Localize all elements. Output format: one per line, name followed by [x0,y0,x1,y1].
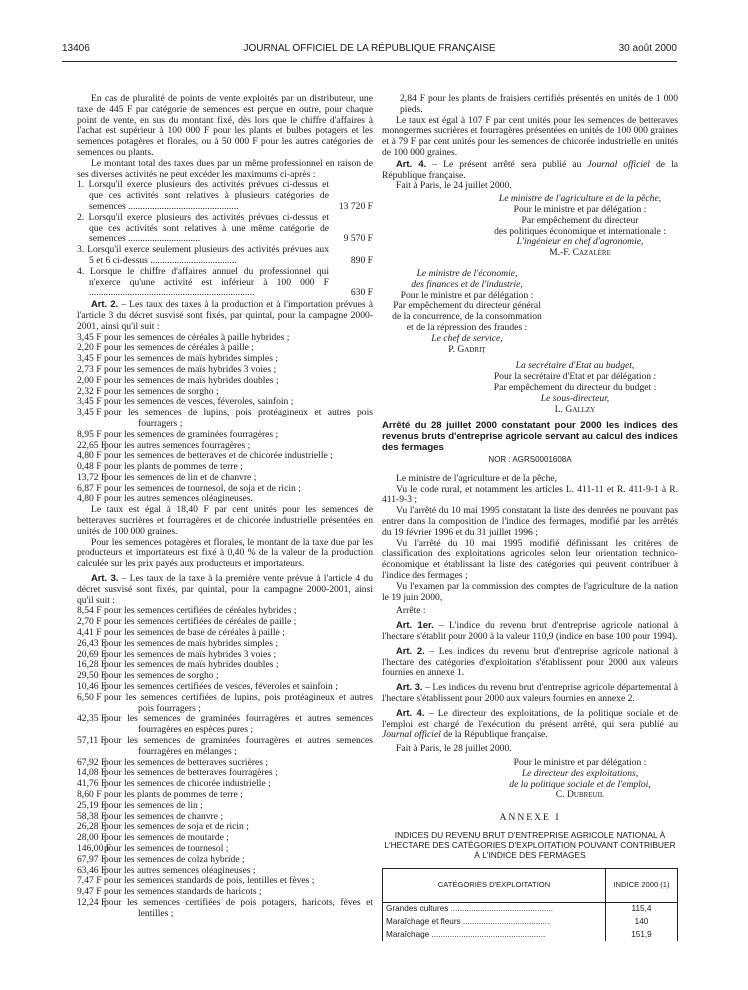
table-row [383,903,678,916]
rate-value: 4,80 F [77,450,102,462]
rate-description: pour les semences de céréales à paille ; [104,342,254,354]
rate-value: 8,60 F [77,789,102,800]
rate-value: 6,87 F [77,482,102,494]
rate-description: pour les semences certifiées de céréales hybrides ; [104,605,297,617]
signatory-role: Le ministre de l'économie, [416,267,518,279]
rate-description: pour les semences de sorgho ; [104,670,219,682]
article-text: – Le présent arrêté sera publié au [426,158,588,170]
maximum-text: 1. Lorsqu'il exerce plusieurs des activités prévues ci-dessus et que ces activités sont relatives à plusieurs catégories de semences .............................................. [77,179,329,212]
rate-value: 13,72 F [77,471,107,483]
signatory-name: L. Gallzy [554,403,596,415]
signatory-role: Le directeur des exploitations, [521,767,639,779]
delegation-line: Pour le ministre et par délégation : [513,757,647,769]
article-label: Art. 3. [91,572,119,584]
paragraph: Le taux est égal à 107 F par cent unités pour les semences de betteraves monogermes sucrières et fourragères présentées en unités de 100 000 graines et à 79 F par cent unités pour les semences de chicorée industrielle en unités de 100 000 graines. [382,114,678,158]
article-label: Art. 3. [396,681,423,693]
arrete-title: Arrêté du 28 juillet 2000 constatant pour 2000 les indices des revenus bruts d'entreprise agricole servant au calcul des indices des fermages [382,420,678,453]
rate-value: 63,46 F [77,864,107,876]
rate-value: 4,41 F [77,627,102,639]
article-label: Art. 2. [91,298,119,310]
rate-value: 22,65 F [77,439,107,451]
maximum-text: 4. Lorsque le chiffre d'affaires annuel du professionnel qui n'exerce qu'une activité est inférieur à 100 000 F ..................................................................... [77,265,329,299]
rate-value: 20,69 F [77,648,107,660]
rate-description: pour les semences certifiées de pois potagers, haricots, fèves et lentilles ; [104,896,373,919]
rate-description: pour les semences de betteraves fourragères ; [104,767,278,779]
article-4 [382,708,678,741]
rate-value: 26,43 F [77,637,107,649]
delegation-line: de la concurrence, de la consommation [392,311,542,323]
article-text: de la République française. [382,158,678,181]
visa: Vu l'examen par la commission des comptes de l'agriculture de la nation le 19 juin 2000, [382,580,678,603]
date-line: Fait à Paris, le 24 juillet 2000. [396,180,512,192]
rate-value: 8,95 F [77,428,102,440]
delegation-line: Par empêchement du directeur général [393,300,541,312]
rate-item [77,736,373,758]
visa: Vu l'arrêté du 10 mai 1995 modifié définissant les critères de classification des exploitations agricoles selon leur orientation technico-économique et établissant la liste des catégories qui peuvent contribuer à l'indice des fermages ; [382,537,678,582]
signatory-name: P. Gadriț [448,343,486,355]
delegation-line: Pour le ministre et par délégation : [513,203,647,215]
rate-value: 28,00 F [77,832,107,844]
rate-value: 58,38 F [77,810,107,822]
index-cell: 140 [606,916,678,929]
rate-value: 2,32 F [77,385,102,397]
rate-item [77,376,373,387]
maximum-text: 2. Lorsqu'il exerce plusieurs des activités prévues ci-dessus et que ces activités sont relatives à une même catégorie de semences .............................. [77,211,329,245]
rate-value: 8,54 F [77,605,102,617]
rate-value: 41,76 F [77,778,107,790]
rate-value: 16,28 F [77,659,107,671]
rate-value: 9,47 F [77,886,102,898]
rate-item [77,855,373,866]
delegation-line: Par empêchement du directeur du budget : [493,381,657,393]
maximum-item [77,213,373,245]
rate-description: pour les semences de lupins, pois protéagineux et autres pois fourragers ; [104,407,373,429]
signature-block-2 [382,269,552,355]
date-line: Fait à Paris, le 28 juillet 2000. [396,743,512,755]
rate-value: 3,45 F [77,396,102,408]
rate-description: pour les semences de base de céréales à paille ; [104,627,285,639]
signature-block-1 [382,194,678,259]
article-text: – Le directeur des exploitations, de la politique sociale et de l'emploi est chargé de l'exécution du présent arrêté, qui sera publié au [382,707,678,730]
rate-description: pour les semences de tournesol, de soja et de ricin ; [104,482,301,494]
rate-description: pour les semences certifiées de céréales de paille ; [104,616,297,628]
nor-reference: NOR : AGRS0001608A [488,455,572,465]
delegation-line: Pour le ministre et par délégation : [400,289,534,301]
rate-value: 6,50 F [77,691,102,703]
article-label: Art. 4. [396,706,425,718]
rate-description: pour les semences de céréales à paille hybrides ; [104,331,290,343]
signatory-name: M.-F. Cazalère [549,247,611,259]
rate-value: 146,00 F [77,842,112,854]
table-row [383,916,678,929]
rate-description: pour les semences de soja et de ricin ; [104,821,249,833]
maximum-text: 3. Lorsqu'il exerce seulement plusieurs des activités prévues aux 5 et 6 ci-dessus .................................... [77,244,329,266]
rate-description: pour les autres semences oléagineuses ; [104,864,256,876]
article-text: – Les taux des taxes à la production et à l'importation prévues à l'article 3 du décret susvisé sont fixés, par quintal, pour la campagne 2000-2001, ainsi qu'il suit : [77,299,373,332]
rate-item [77,801,373,812]
right-column [382,94,678,941]
maximum-item [77,267,373,299]
article-2 [77,299,373,332]
signatory-role: Le chef de service, [431,332,503,344]
category-cell: Grandes cultures ............................................. [383,903,606,916]
arrete-word: Arrête : [396,605,426,617]
signatory-name: C. Dubreuil [555,789,605,801]
article-4 [382,159,678,182]
signature-block-3 [382,361,678,415]
rate-value: 67,97 F [77,853,107,865]
paragraph: Pour les semences potagères et florales, le montant de la taxe due par les producteurs et importateurs est fixé à 0,40 % de la valeur de la production calculée sur les prix payés aux producteurs et importateurs. [77,536,373,570]
rate-description: pour les semences de graminées fourragères ; [104,428,279,440]
rate-item [77,693,373,715]
rate-value: 14,08 F [77,767,107,779]
paragraph: En cas de pluralité de points de vente exploités par un distributeur, une taxe de 445 F par catégorie de semences est perçue en outre, pour chaque point de vente, en sus du montant fixé, dès lors que le chiffre d'affaires à l'achat est supérieur à 100 000 F pour les plants et bulbes potagers et les semences potagères et florales, ou à 50 000 F pour les autres catégories de semences ou plants. [77,93,373,158]
rate-description: pour les semences de lin et de chanvre ; [104,471,257,483]
rate-value: 2,20 F [77,342,102,354]
rate-description: pour les semences de colza hybride ; [104,853,245,865]
rate-list-art3 [77,606,373,919]
rate-list-art2 [77,333,373,506]
maximum-item [77,245,373,267]
rate-value: 25,19 F [77,799,107,811]
rate-description: pour les semences de betteraves et de chicorée industrielle ; [104,450,333,462]
rate-description: pour les semences standards de pois, lentilles et fèves ; [104,875,315,887]
signatory-role: L'ingénieur en chef d'agronomie, [516,236,644,248]
rate-value: 29,50 F [77,670,107,682]
signatory-role: La secrétaire d'Etat au budget, [515,360,635,372]
rate-item [77,714,373,736]
delegation-line: des politiques économique et internationale : [494,225,666,237]
left-column [77,94,373,920]
rate-description: pour les semences certifiées de vesces, féveroles et sainfoin ; [104,681,338,693]
rate-value: 3,45 F [77,353,102,365]
signature-block-4 [382,758,678,801]
delegation-line: et de la répression des fraudes : [406,321,528,333]
journal-name: Journal officiel [587,158,650,170]
article-text: – Les indices du revenu brut d'entreprise agricole départemental à l'hectare s'établissent pour 2000 aux valeurs fournies en annexe 2. [382,682,679,705]
rate-description: pour les semences de graminées fourragères et autres semences fourragères en mélanges ; [104,735,373,757]
rate-value: 42,35 F [77,713,107,725]
article-2 [382,646,678,679]
table-row [383,929,678,942]
rate-description: pour les plants de pommes de terre ; [104,789,243,800]
rate-description: pour les semences de moutarde ; [104,832,229,844]
maximum-amount: 9 570 F [343,233,373,245]
maximum-amount: 630 F [350,287,373,299]
rate-value: 57,11 F [77,735,106,747]
article-label: Art. 2. [396,644,425,656]
rate-description: pour les semences de tournesol ; [104,842,229,854]
indices-table [382,868,678,941]
rate-value: 2,70 F [77,616,102,628]
index-cell: 115,4 [606,903,678,916]
article-3 [382,682,678,705]
journal-name: Journal officiel [382,729,441,741]
visa: Vu le code rural, et notamment les articles L. 411-11 et R. 411-9-1 à R. 411-9-3 ; [382,483,678,506]
signatory-role: de la politique sociale et de l'emploi, [509,778,651,790]
category-cell: Maraîchage .................................................. [383,929,606,942]
rate-value: 10,46 F [77,681,107,693]
rate-description: pour les semences standards de haricots ; [104,886,262,898]
rate-description: pour les semences de maïs hybrides 3 voies ; [104,648,277,660]
article-text: – Les taux de la taxe à la première vente prévue à l'article 4 du décret susvisé sont fixés, par quintal, pour la campagne 2000-2001, ainsi qu'il suit : [77,573,373,606]
column-header: CATÉGORIES D'EXPLOITATION [383,869,606,903]
header-rule [62,61,677,62]
rate-description: pour les semences de chicorée industrielle ; [104,778,271,790]
rate-value: 26,28 F [77,821,107,833]
article-text: – Les indices du revenu brut d'entreprise agricole national à l'hectare des catégories d'exploitation s'établissent pour 2000 aux valeurs fournies en annexe 1. [382,645,678,679]
annex-title: INDICES DU REVENU BRUT D'ENTREPRISE AGRICOLE NATIONAL À L'HECTARE DES CATÉGORIES D'EXPLOITATION POUVANT CONTRIBUER À L'INDICE DES FERMAGES [384,830,676,860]
article-label: Art. 1er. [396,619,434,631]
paragraph: 2,84 F pour les plants de fraisiers certifiés présentés en unités de 1 000 pieds. [400,93,678,115]
page-number: 13406 [62,43,90,54]
maximum-list [77,180,373,299]
visa: Le ministre de l'agriculture et de la pêche, [396,472,558,484]
rate-description: pour les semences de graminées fourragères et autres semences fourragères en espèces pures ; [104,713,373,736]
signatory-role: Le sous-directeur, [540,392,610,404]
rate-value: 3,45 F [77,331,102,343]
rate-description: pour les semences de sorgho ; [104,385,219,397]
article-text: – L'indice du revenu brut d'entreprise agricole national à l'hectare s'établit pour 2000 à la valeur 110,9 (indice en base 100 pour 1994). [382,620,678,643]
journal-title: JOURNAL OFFICIEL DE LA RÉPUBLIQUE FRANÇAISE [243,43,496,54]
rate-description: pour les semences de vesces, féveroles, sainfoin ; [104,396,294,408]
rate-description: pour les plants de pommes de terre ; [104,461,243,473]
paragraph: Le montant total des taxes dues par un même professionnel en raison de ses diverses activités ne peut excéder les maximums ci-après : [77,157,373,180]
index-cell: 151,9 [606,929,678,942]
article-3 [77,573,373,606]
rate-item [77,408,373,430]
signatory-role: des finances et de l'industrie, [411,278,523,290]
rate-value: 67,92 F [77,756,107,768]
rate-description: pour les semences certifiées de lupins, pois protéagineux et autres pois fourragers ; [104,691,373,714]
rate-description: pour les semences de lin ; [104,799,203,811]
annex-heading: ANNEXE I [499,812,561,824]
category-cell: Maraîchage et fleurs ...................................... [383,916,606,929]
delegation-line: Par empêchement du directeur [521,214,639,226]
paragraph: Le taux est égal à 18,40 F par cent unités pour les semences de betteraves sucrières et fourragères et de chicorée industrielle présentées en unités de 100 000 graines. [77,504,373,537]
rate-item [77,898,373,920]
rate-description: pour les semences de maïs hybrides doubles ; [104,374,279,386]
rate-value: 7,47 F [77,875,102,887]
rate-description: pour les semences de betteraves sucrières ; [104,756,269,768]
rate-value: 12,24 F [77,896,107,908]
article-text: de la République française. [440,729,548,741]
rate-description: pour les autres semences fourragères ; [104,439,251,451]
rate-description: pour les semences de maïs hybrides 3 voies ; [104,363,277,375]
page-header [62,44,677,60]
column-header: INDICE 2000 (1) [606,869,678,903]
delegation-line: Pour la secrétaire d'Etat et par délégation : [493,371,657,383]
rate-description: pour les semences de maïs hybrides doubles ; [104,659,279,671]
rate-value: 2,73 F [77,363,102,375]
article-label: Art. 4. [396,157,427,169]
issue-date: 30 août 2000 [618,43,677,54]
rate-value: 3,45 F [77,407,102,419]
maximum-amount: 890 F [350,254,373,266]
article-1 [382,620,678,643]
rate-description: pour les semences de chanvre ; [104,810,224,822]
maximum-amount: 13 720 F [338,200,373,212]
rate-value: 4,80 F [77,493,102,505]
maximum-item [77,180,373,212]
rate-item [77,430,373,441]
rate-value: 0,48 F [77,461,102,473]
signatory-role: Le ministre de l'agriculture et de la pêche, [498,193,662,205]
rate-description: pour les semences de maïs hybrides simples ; [104,353,278,365]
rate-description: pour les autres semences oléagineuses. [104,493,253,505]
rate-value: 2,00 F [77,374,102,386]
visa: Vu l'arrêté du 10 mai 1995 constatant la liste des denrées ne pouvant pas entrer dans la composition de l'indice des fermages, modifié par les arrêtés du 19 février 1996 et du 31 juillet 1996 ; [382,505,678,538]
rate-description: pour les semences de maïs hybrides simples ; [104,637,278,649]
